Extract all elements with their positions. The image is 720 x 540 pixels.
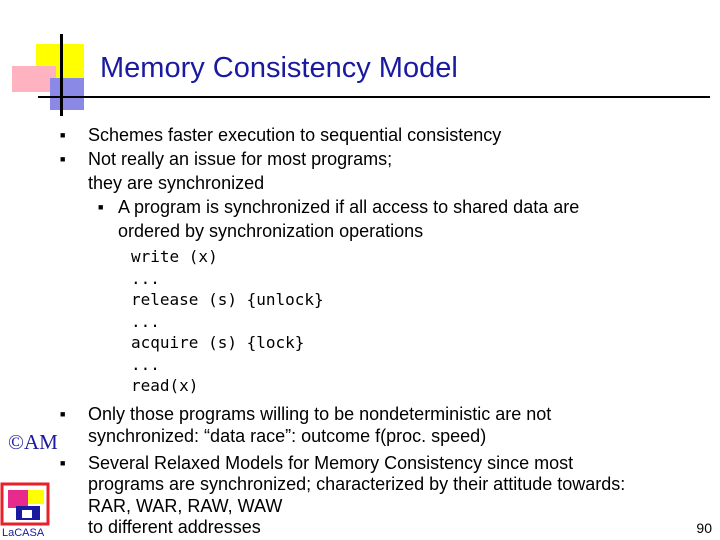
decor-vertical-line: [60, 34, 63, 116]
code-line: release (s) {unlock}: [131, 290, 324, 309]
bullet-4-line-3: RAR, WAR, RAW, WAW: [88, 496, 283, 516]
page-number: 90: [696, 520, 712, 536]
code-line: ...: [131, 312, 160, 331]
bullet-4-line-2: programs are synchronized; characterized by their attitude towards:: [88, 474, 626, 494]
bullet-square-icon: ■: [60, 130, 66, 140]
code-line: write (x): [131, 247, 218, 266]
am-logo: ©AM: [8, 430, 58, 454]
code-line: read(x): [131, 376, 199, 395]
slide-title: [100, 52, 458, 85]
bullet-2-line-1: Not really an issue for most programs;: [88, 149, 393, 169]
title-underline: [38, 96, 710, 98]
lacasa-label: LaCASA: [2, 527, 45, 539]
sub-bullet-line-1: A program is synchronized if all access to shared data are: [118, 197, 580, 217]
code-line: ...: [131, 269, 160, 288]
bullet-square-icon: ■: [60, 409, 66, 419]
sub-bullet-square-icon: ■: [98, 202, 104, 212]
lacasa-logo-icon: [0, 476, 52, 528]
sub-bullet-line-2: ordered by synchronization operations: [118, 221, 424, 241]
bullet-1-text: Schemes faster execution to sequential consistency: [88, 125, 502, 145]
bullet-square-icon: ■: [60, 154, 66, 164]
code-line: acquire (s) {lock}: [131, 333, 305, 352]
code-line: ...: [131, 355, 160, 374]
bullet-4-line-1: Several Relaxed Models for Memory Consistency since most: [88, 453, 574, 473]
bullet-3-line-1: Only those programs willing to be nondeterministic are not: [88, 404, 552, 424]
slide-title-text: Memory Consistency Model: [100, 52, 458, 84]
bullet-4-line-4: to different addresses: [88, 517, 261, 537]
decor-blue-square: [50, 78, 84, 110]
bullet-3-line-2: synchronized: “data race”: outcome f(proc. speed): [88, 426, 487, 446]
bullet-2-line-2: they are synchronized: [88, 173, 265, 193]
bullet-square-icon: ■: [60, 458, 66, 468]
